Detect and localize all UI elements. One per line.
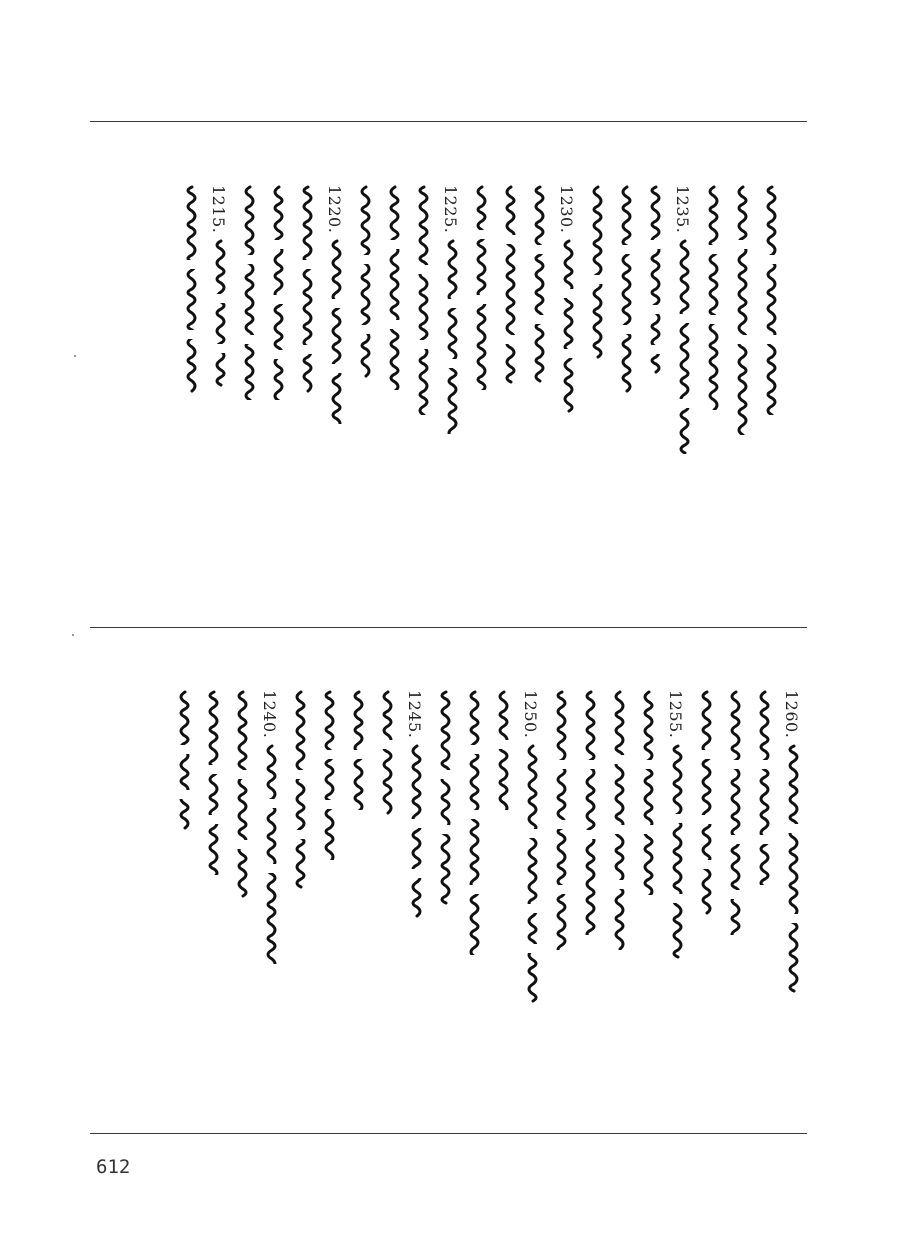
verse-line: [258, 690, 284, 964]
mongolian-script-line: [526, 185, 552, 385]
line-number: 1235.: [673, 185, 692, 234]
mongolian-script-line: [265, 185, 291, 400]
mongolian-script-line: [345, 690, 371, 810]
mongolian-script-line: [200, 690, 226, 875]
verse-line: [265, 185, 291, 400]
verse-line: [432, 690, 458, 905]
verse-line: [526, 185, 552, 385]
mongolian-script-line: [323, 239, 349, 424]
mongolian-script-line: [171, 690, 197, 830]
mongolian-script-line: [700, 185, 726, 410]
mongolian-script-line: [410, 185, 436, 415]
mongolian-script-line: [403, 744, 429, 919]
mongolian-script-line: [287, 690, 313, 890]
mongolian-script-line: [780, 744, 806, 994]
mongolian-script-line: [468, 185, 494, 390]
top-rule: [90, 121, 807, 122]
verse-line: [229, 690, 255, 900]
verse-line: [323, 185, 349, 424]
mongolian-script-line: [555, 239, 581, 414]
verse-line: [236, 185, 262, 400]
page-number: 612: [96, 1156, 131, 1178]
verse-line: [345, 690, 371, 810]
verse-line: [294, 185, 320, 395]
mongolian-script-line: [606, 690, 632, 950]
verse-line: [316, 690, 342, 860]
verse-line: [751, 690, 777, 885]
line-number: 1250.: [521, 690, 540, 739]
verse-line: [555, 185, 581, 414]
verse-line: [613, 185, 639, 395]
mongolian-script-line: [635, 690, 661, 895]
verse-line: [352, 185, 378, 380]
line-number: 1240.: [260, 690, 279, 739]
verse-line: [200, 690, 226, 875]
print-speck: [74, 355, 76, 357]
verse-line: [403, 690, 429, 919]
line-number: 1220.: [325, 185, 344, 234]
verse-line: [577, 690, 603, 935]
mongolian-script-line: [664, 744, 690, 959]
verse-line: [729, 185, 755, 435]
verse-line: [178, 185, 204, 395]
mongolian-script-line: [642, 185, 668, 375]
verse-line: [410, 185, 436, 415]
verse-line: [461, 690, 487, 955]
mongolian-script-line: [316, 690, 342, 860]
mongolian-script-line: [490, 690, 516, 810]
mongolian-script-line: [671, 239, 697, 454]
mongolian-script-line: [207, 239, 233, 389]
lower-verse-block: [90, 690, 810, 990]
verse-line: [381, 185, 407, 390]
mongolian-script-line: [294, 185, 320, 395]
mongolian-script-line: [548, 690, 574, 950]
verse-line: [664, 690, 690, 959]
verse-line: [780, 690, 806, 994]
mongolian-script-line: [584, 185, 610, 360]
mongolian-script-line: [432, 690, 458, 905]
mongolian-script-line: [352, 185, 378, 380]
mongolian-script-line: [519, 744, 545, 1004]
mongolian-script-line: [722, 690, 748, 935]
mongolian-script-line: [497, 185, 523, 385]
verse-line: [635, 690, 661, 895]
upper-verse-block: [90, 185, 790, 475]
line-number: 1255.: [666, 690, 685, 739]
mongolian-script-line: [613, 185, 639, 395]
mongolian-script-line: [693, 690, 719, 915]
verse-line: [490, 690, 516, 810]
line-number: 1260.: [782, 690, 801, 739]
mongolian-script-line: [258, 744, 284, 964]
verse-line: [497, 185, 523, 385]
verse-line: [671, 185, 697, 454]
line-number: 1245.: [405, 690, 424, 739]
print-speck: [72, 634, 74, 636]
verse-line: [287, 690, 313, 890]
mongolian-script-line: [577, 690, 603, 935]
mongolian-script-line: [229, 690, 255, 900]
mongolian-script-line: [439, 239, 465, 434]
mongolian-script-line: [178, 185, 204, 395]
verse-line: [207, 185, 233, 389]
mongolian-script-line: [751, 690, 777, 885]
verse-line: [468, 185, 494, 390]
bottom-rule: [90, 1133, 807, 1134]
verse-line: [548, 690, 574, 950]
verse-line: [642, 185, 668, 375]
line-number: 1230.: [557, 185, 576, 234]
line-number: 1215.: [209, 185, 228, 234]
mongolian-script-line: [381, 185, 407, 390]
verse-line: [374, 690, 400, 815]
verse-line: [171, 690, 197, 830]
verse-line: [439, 185, 465, 434]
verse-line: [519, 690, 545, 1004]
line-number: 1225.: [441, 185, 460, 234]
mongolian-script-line: [374, 690, 400, 815]
mongolian-script-line: [729, 185, 755, 435]
verse-line: [693, 690, 719, 915]
verse-line: [606, 690, 632, 950]
verse-line: [758, 185, 784, 415]
verse-line: [584, 185, 610, 360]
mongolian-script-line: [758, 185, 784, 415]
mongolian-script-line: [461, 690, 487, 955]
verse-line: [700, 185, 726, 410]
verse-line: [722, 690, 748, 935]
middle-rule: [90, 627, 807, 628]
mongolian-script-line: [236, 185, 262, 400]
